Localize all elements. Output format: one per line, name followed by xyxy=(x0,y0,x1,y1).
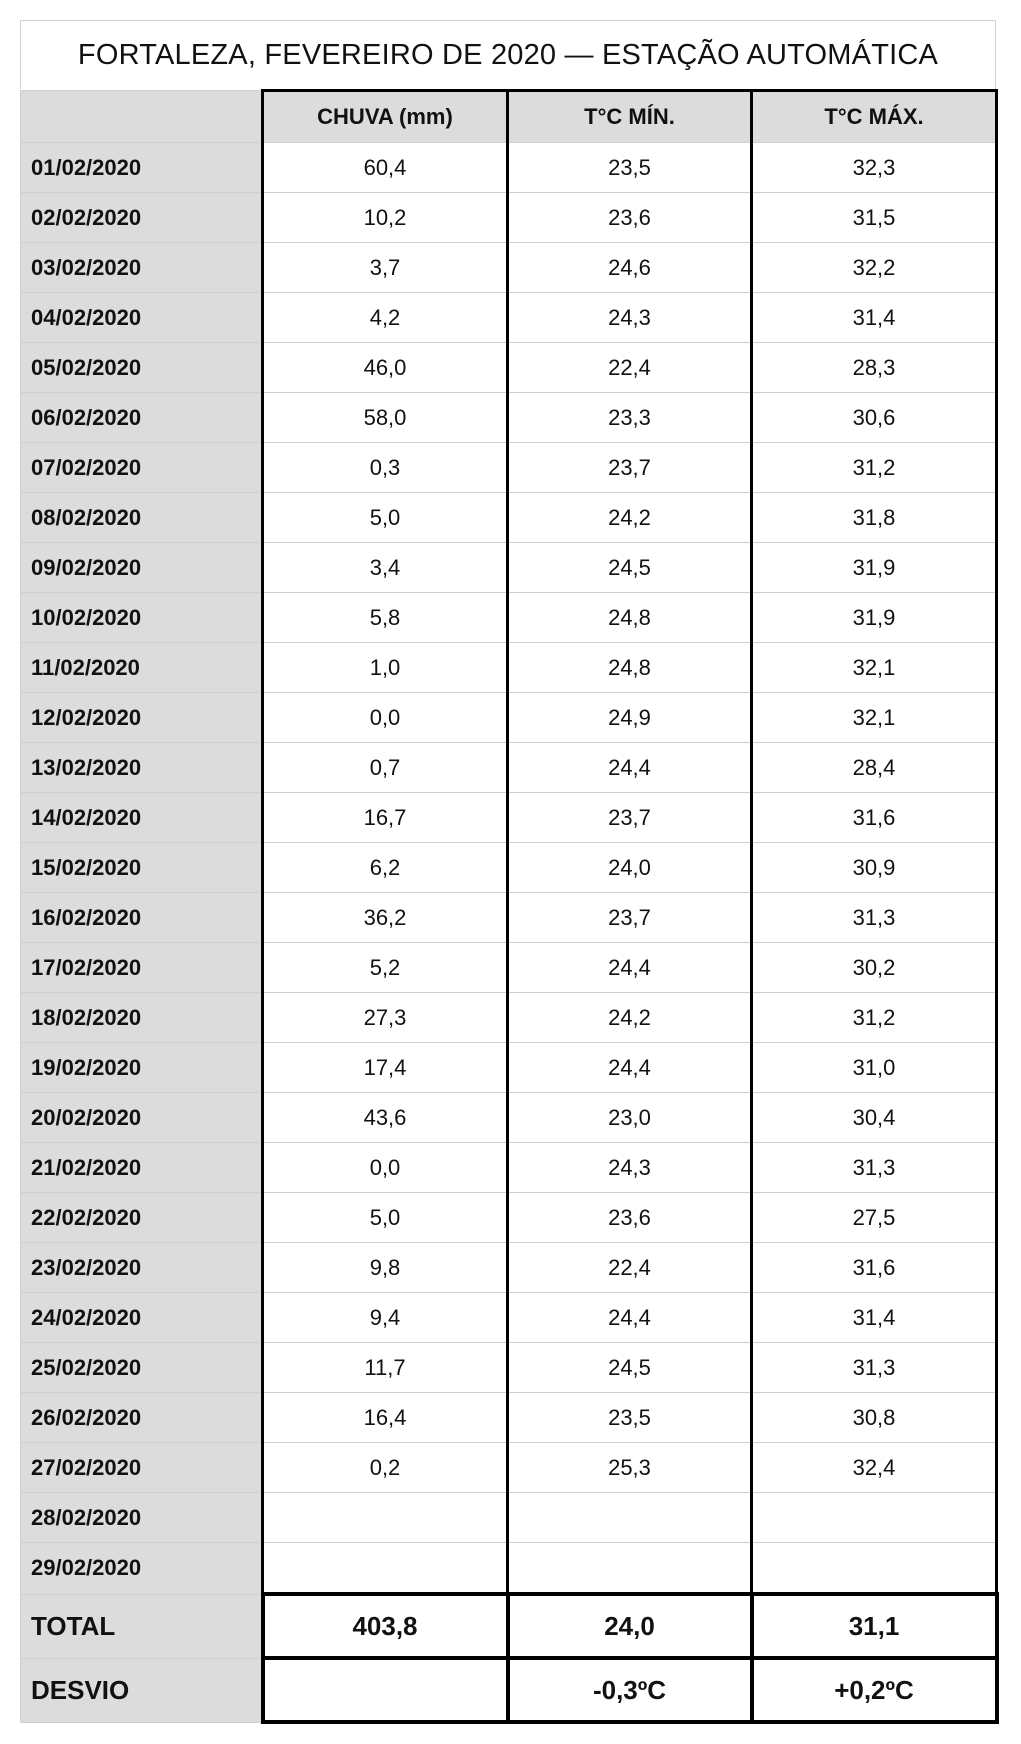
total-rain: 403,8 xyxy=(263,1594,508,1658)
table-row xyxy=(21,693,997,743)
table-row xyxy=(21,243,997,293)
table-row xyxy=(21,1393,997,1443)
table-row xyxy=(21,1543,997,1595)
rain-cell: 5,8 xyxy=(263,593,508,643)
header-tmax: T°C MÁX. xyxy=(752,91,997,143)
tmin-cell: 23,6 xyxy=(508,193,752,243)
tmin-cell: 24,9 xyxy=(508,693,752,743)
date-cell: 11/02/2020 xyxy=(21,643,263,693)
tmax-cell: 31,9 xyxy=(752,543,997,593)
tmin-cell: 24,4 xyxy=(508,743,752,793)
sheet-title: FORTALEZA, FEVEREIRO DE 2020 — ESTAÇÃO AUTOMÁTICA xyxy=(20,20,996,89)
rain-cell: 3,4 xyxy=(263,543,508,593)
rain-cell: 0,0 xyxy=(263,693,508,743)
rain-cell: 10,2 xyxy=(263,193,508,243)
date-cell: 15/02/2020 xyxy=(21,843,263,893)
date-cell: 16/02/2020 xyxy=(21,893,263,943)
tmax-cell: 31,8 xyxy=(752,493,997,543)
rain-cell: 1,0 xyxy=(263,643,508,693)
date-cell: 06/02/2020 xyxy=(21,393,263,443)
table-row xyxy=(21,943,997,993)
tmin-cell: 24,6 xyxy=(508,243,752,293)
table-row xyxy=(21,1293,997,1343)
date-cell: 27/02/2020 xyxy=(21,1443,263,1493)
date-cell: 24/02/2020 xyxy=(21,1293,263,1343)
rain-cell: 11,7 xyxy=(263,1343,508,1393)
rain-cell: 46,0 xyxy=(263,343,508,393)
table-row xyxy=(21,143,997,193)
date-cell: 29/02/2020 xyxy=(21,1543,263,1595)
total-tmax: 31,1 xyxy=(752,1594,997,1658)
tmax-cell: 30,2 xyxy=(752,943,997,993)
tmin-cell: 24,0 xyxy=(508,843,752,893)
table-row xyxy=(21,843,997,893)
date-cell: 19/02/2020 xyxy=(21,1043,263,1093)
tmax-cell: 31,4 xyxy=(752,1293,997,1343)
tmin-cell: 22,4 xyxy=(508,343,752,393)
rain-cell: 43,6 xyxy=(263,1093,508,1143)
tmin-cell: 24,3 xyxy=(508,1143,752,1193)
table-row xyxy=(21,1443,997,1493)
tmax-cell: 28,4 xyxy=(752,743,997,793)
tmin-cell: 24,4 xyxy=(508,943,752,993)
desvio-tmax: +0,2ºC xyxy=(752,1658,997,1722)
date-cell: 13/02/2020 xyxy=(21,743,263,793)
table-row xyxy=(21,593,997,643)
date-cell: 14/02/2020 xyxy=(21,793,263,843)
header-rain: CHUVA (mm) xyxy=(263,91,508,143)
tmax-cell: 27,5 xyxy=(752,1193,997,1243)
tmax-cell: 32,4 xyxy=(752,1443,997,1493)
tmax-cell: 30,8 xyxy=(752,1393,997,1443)
table-row xyxy=(21,793,997,843)
table-row xyxy=(21,1043,997,1093)
tmax-cell xyxy=(752,1493,997,1543)
total-row xyxy=(21,1594,997,1658)
weather-table xyxy=(20,89,999,1724)
tmin-cell: 24,2 xyxy=(508,493,752,543)
date-cell: 08/02/2020 xyxy=(21,493,263,543)
table-row xyxy=(21,1193,997,1243)
date-cell: 28/02/2020 xyxy=(21,1493,263,1543)
date-cell: 22/02/2020 xyxy=(21,1193,263,1243)
date-cell: 26/02/2020 xyxy=(21,1393,263,1443)
rain-cell: 9,4 xyxy=(263,1293,508,1343)
tmax-cell: 31,2 xyxy=(752,993,997,1043)
tmax-cell: 30,9 xyxy=(752,843,997,893)
date-cell: 09/02/2020 xyxy=(21,543,263,593)
rain-cell: 60,4 xyxy=(263,143,508,193)
desvio-tmin: -0,3ºC xyxy=(508,1658,752,1722)
table-row xyxy=(21,293,997,343)
date-cell: 21/02/2020 xyxy=(21,1143,263,1193)
header-date xyxy=(21,91,263,143)
date-cell: 20/02/2020 xyxy=(21,1093,263,1143)
date-cell: 05/02/2020 xyxy=(21,343,263,393)
table-row xyxy=(21,1093,997,1143)
rain-cell xyxy=(263,1493,508,1543)
date-cell: 17/02/2020 xyxy=(21,943,263,993)
tmax-cell: 32,1 xyxy=(752,693,997,743)
weather-sheet xyxy=(20,20,996,1724)
desvio-row xyxy=(21,1658,997,1722)
table-row xyxy=(21,643,997,693)
tmin-cell: 24,8 xyxy=(508,643,752,693)
rain-cell: 5,2 xyxy=(263,943,508,993)
tmin-cell: 24,3 xyxy=(508,293,752,343)
tmin-cell: 23,7 xyxy=(508,893,752,943)
desvio-rain xyxy=(263,1658,508,1722)
table-row xyxy=(21,1343,997,1393)
tmin-cell: 23,5 xyxy=(508,1393,752,1443)
rain-cell: 0,0 xyxy=(263,1143,508,1193)
tmin-cell xyxy=(508,1543,752,1595)
table-row xyxy=(21,1493,997,1543)
rain-cell: 9,8 xyxy=(263,1243,508,1293)
tmin-cell: 24,4 xyxy=(508,1293,752,1343)
tmin-cell: 24,2 xyxy=(508,993,752,1043)
tmax-cell: 31,6 xyxy=(752,1243,997,1293)
tmax-cell: 30,4 xyxy=(752,1093,997,1143)
tmax-cell: 31,9 xyxy=(752,593,997,643)
rain-cell: 5,0 xyxy=(263,1193,508,1243)
tmax-cell: 30,6 xyxy=(752,393,997,443)
total-tmin: 24,0 xyxy=(508,1594,752,1658)
rain-cell: 6,2 xyxy=(263,843,508,893)
rain-cell: 5,0 xyxy=(263,493,508,543)
table-row xyxy=(21,343,997,393)
rain-cell: 0,2 xyxy=(263,1443,508,1493)
tmin-cell: 23,3 xyxy=(508,393,752,443)
table-row xyxy=(21,993,997,1043)
table-row xyxy=(21,493,997,543)
date-cell: 23/02/2020 xyxy=(21,1243,263,1293)
tmax-cell: 32,3 xyxy=(752,143,997,193)
tmax-cell: 31,5 xyxy=(752,193,997,243)
rain-cell: 27,3 xyxy=(263,993,508,1043)
rain-cell: 16,7 xyxy=(263,793,508,843)
date-cell: 25/02/2020 xyxy=(21,1343,263,1393)
tmin-cell: 23,6 xyxy=(508,1193,752,1243)
table-row xyxy=(21,1143,997,1193)
rain-cell: 58,0 xyxy=(263,393,508,443)
rain-cell: 0,7 xyxy=(263,743,508,793)
daily-rows xyxy=(21,143,997,1595)
tmin-cell xyxy=(508,1493,752,1543)
tmax-cell: 31,4 xyxy=(752,293,997,343)
tmax-cell xyxy=(752,1543,997,1595)
tmin-cell: 23,5 xyxy=(508,143,752,193)
tmin-cell: 24,5 xyxy=(508,543,752,593)
tmin-cell: 24,8 xyxy=(508,593,752,643)
tmax-cell: 31,0 xyxy=(752,1043,997,1093)
date-cell: 04/02/2020 xyxy=(21,293,263,343)
total-label: TOTAL xyxy=(21,1594,263,1658)
table-row xyxy=(21,1243,997,1293)
tmin-cell: 23,0 xyxy=(508,1093,752,1143)
date-cell: 12/02/2020 xyxy=(21,693,263,743)
tmax-cell: 31,2 xyxy=(752,443,997,493)
rain-cell xyxy=(263,1543,508,1595)
tmax-cell: 31,3 xyxy=(752,1343,997,1393)
tmin-cell: 24,4 xyxy=(508,1043,752,1093)
header-row xyxy=(21,91,997,143)
date-cell: 03/02/2020 xyxy=(21,243,263,293)
table-row xyxy=(21,743,997,793)
date-cell: 07/02/2020 xyxy=(21,443,263,493)
tmax-cell: 32,1 xyxy=(752,643,997,693)
table-row xyxy=(21,393,997,443)
rain-cell: 0,3 xyxy=(263,443,508,493)
tmin-cell: 24,5 xyxy=(508,1343,752,1393)
tmin-cell: 23,7 xyxy=(508,793,752,843)
rain-cell: 16,4 xyxy=(263,1393,508,1443)
tmin-cell: 23,7 xyxy=(508,443,752,493)
date-cell: 10/02/2020 xyxy=(21,593,263,643)
rain-cell: 4,2 xyxy=(263,293,508,343)
tmax-cell: 32,2 xyxy=(752,243,997,293)
table-row xyxy=(21,193,997,243)
table-row xyxy=(21,893,997,943)
rain-cell: 36,2 xyxy=(263,893,508,943)
table-row xyxy=(21,443,997,493)
rain-cell: 17,4 xyxy=(263,1043,508,1093)
desvio-label: DESVIO xyxy=(21,1658,263,1722)
tmax-cell: 31,3 xyxy=(752,1143,997,1193)
table-row xyxy=(21,543,997,593)
date-cell: 02/02/2020 xyxy=(21,193,263,243)
date-cell: 18/02/2020 xyxy=(21,993,263,1043)
tmax-cell: 28,3 xyxy=(752,343,997,393)
tmax-cell: 31,6 xyxy=(752,793,997,843)
header-tmin: T°C MÍN. xyxy=(508,91,752,143)
tmin-cell: 22,4 xyxy=(508,1243,752,1293)
tmax-cell: 31,3 xyxy=(752,893,997,943)
rain-cell: 3,7 xyxy=(263,243,508,293)
tmin-cell: 25,3 xyxy=(508,1443,752,1493)
date-cell: 01/02/2020 xyxy=(21,143,263,193)
